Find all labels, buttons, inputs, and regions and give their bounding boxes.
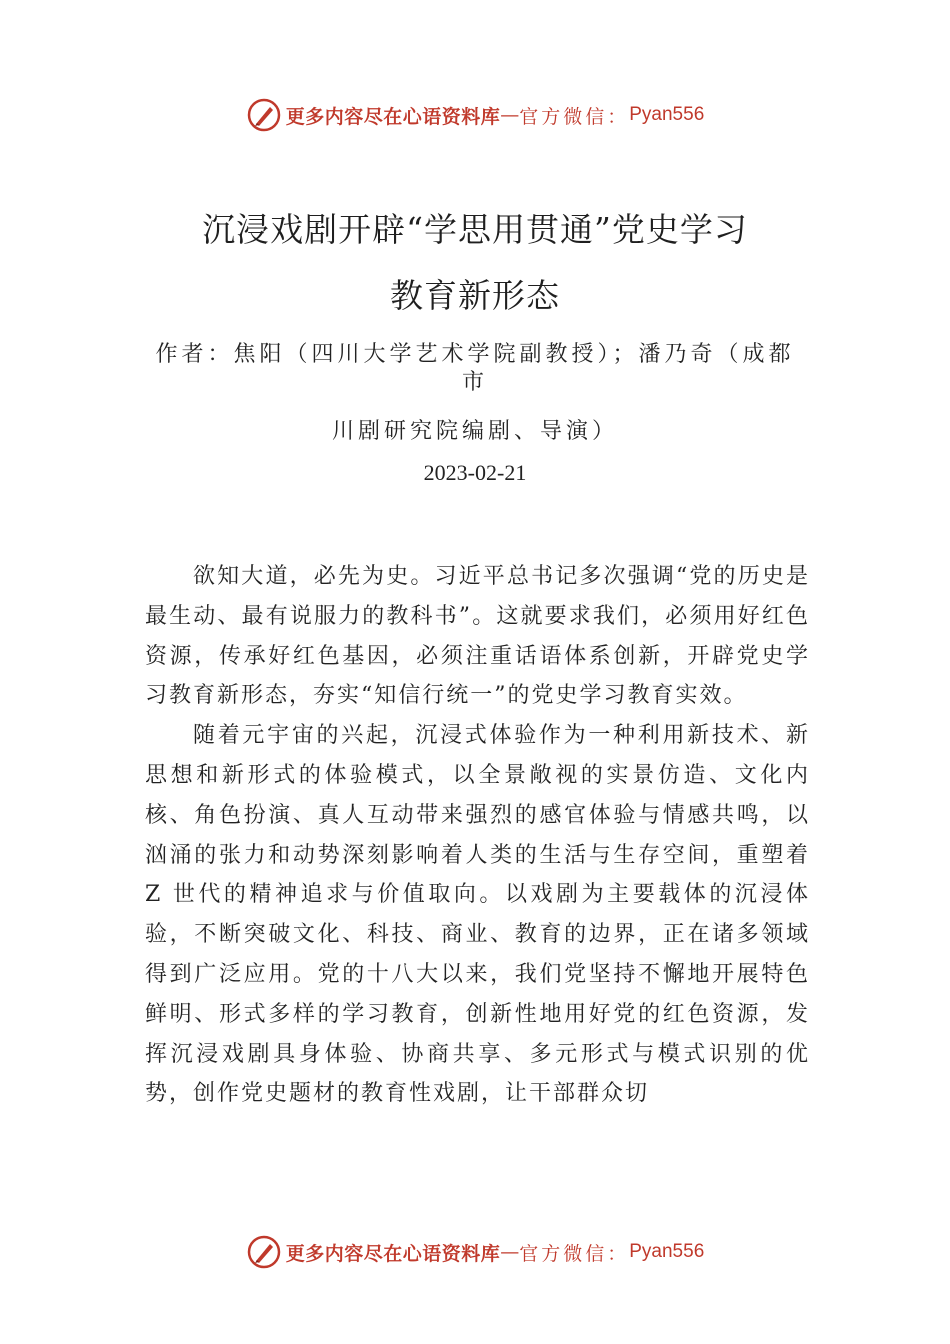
paragraph-2: 随着元宇宙的兴起，沉浸式体验作为一种利用新技术、新思想和新形式的体验模式，以全景敞视的实景仿造、文化内核、角色扮演、真人互动带来强烈的感官体验与情感共鸣，以汹涌的张力和动势深刻影响着人类的生活与生存空间，重塑着 Z 世代的精神追求与价值取向。以戏剧为主要载体的沉浸体验，不断突破文化、科技、商业、教育的边界，正在诸多领域得到广泛应用。党的十八大以来，我们党坚持不懈地开展特色鲜明、形式多样的学习教育，创新性地用好党的红色资源，发挥沉浸戏剧具身体验、协商共享、多元形式与模式识别的优势，创作党史题材的教育性戏剧，让干部群众切 (145, 723, 810, 1107)
author-line1: 作者：焦阳（四川大学艺术学院副教授）；潘乃奇（成都 (155, 342, 795, 367)
watermark-wechat-label: 官方微信： (519, 105, 630, 128)
article-title-line1: 沉浸戏剧开辟“学思用贯通”党史学习 (202, 210, 748, 249)
author-line3: 川剧研究院编剧、导演） (331, 419, 618, 444)
watermark-wechat-label: 官方微信： (519, 1242, 630, 1265)
pen-circle-logo-icon (246, 1234, 282, 1270)
publish-date: 2023-02-21 (423, 460, 527, 485)
watermark-wechat-id: Pyan556 (629, 104, 705, 125)
watermark-dash: — (500, 1241, 520, 1263)
article-title-line2: 教育新形态 (390, 276, 560, 315)
author-line2: 市 (461, 370, 488, 395)
watermark-brand: 更多内容尽在心语资料库 (285, 105, 501, 128)
watermark-wechat-id: Pyan556 (629, 1241, 705, 1262)
article-body (145, 557, 810, 1114)
watermark-brand: 更多内容尽在心语资料库 (285, 1242, 501, 1265)
watermark-dash: — (500, 104, 520, 126)
pen-circle-logo-icon (246, 97, 282, 133)
paragraph-1: 欲知大道，必先为史。习近平总书记多次强调“党的历史是最生动、最有说服力的教科书”。这就要求我们，必须用好红色资源，传承好红色基因，必须注重话语体系创新，开辟党史学习教育新形态，夯实“知信行统一”的党史学习教育实效。 (145, 564, 810, 709)
watermark-banner-bottom (0, 1232, 950, 1272)
watermark-banner-top (0, 95, 950, 135)
